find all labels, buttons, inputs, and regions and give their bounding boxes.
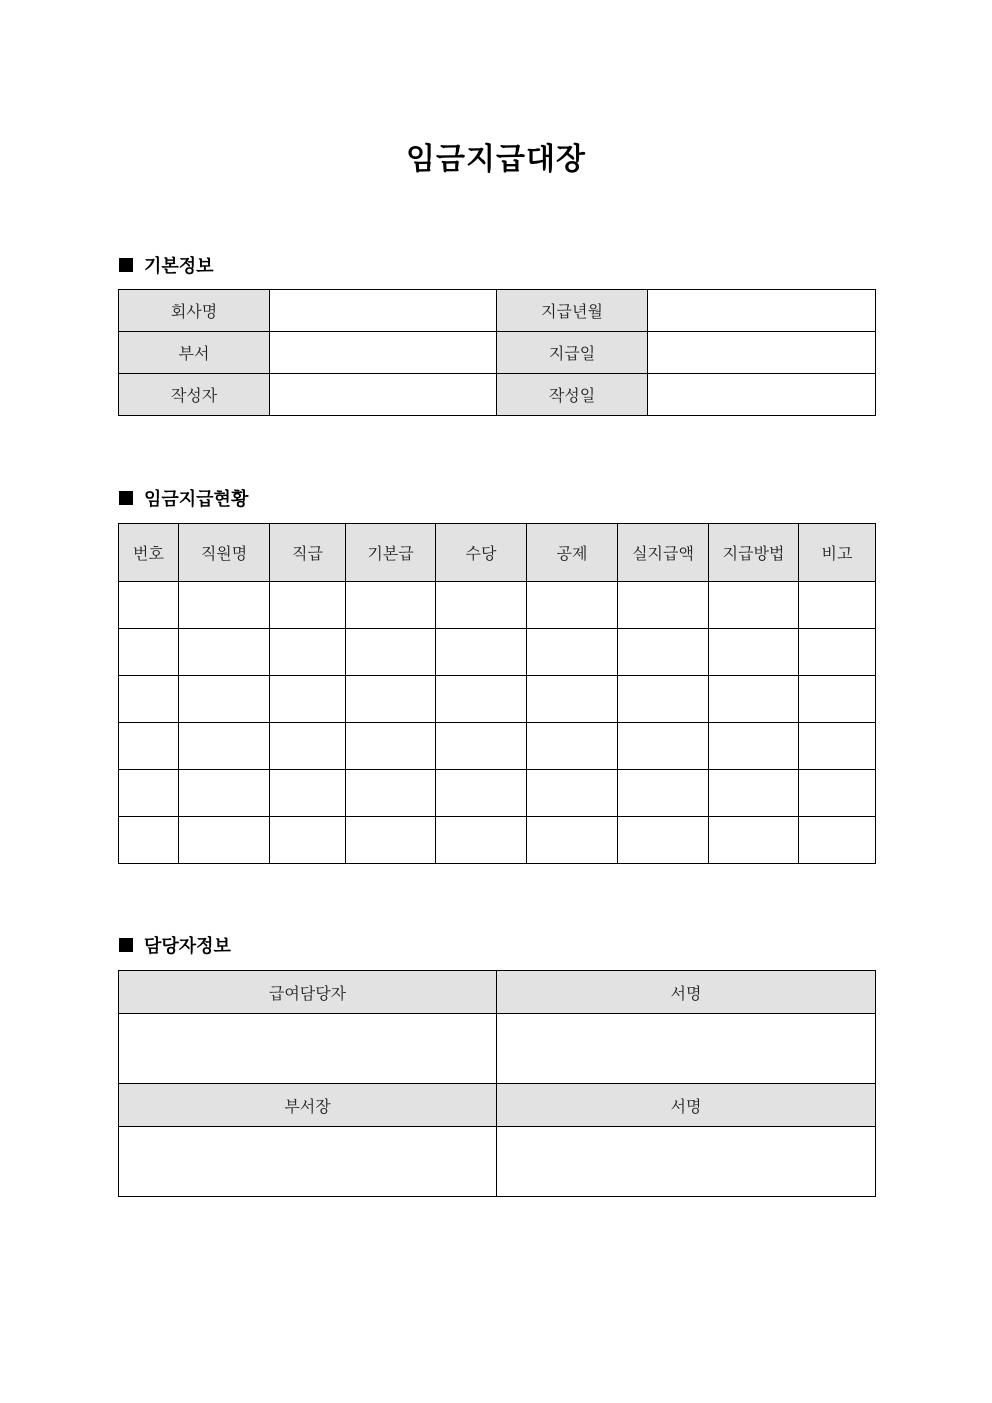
table-cell[interactable]	[436, 676, 527, 723]
table-cell[interactable]	[179, 629, 270, 676]
table-cell[interactable]	[119, 676, 179, 723]
table-cell[interactable]	[799, 629, 876, 676]
table-cell[interactable]	[799, 676, 876, 723]
section-title-staff: 담당자정보	[144, 936, 231, 957]
table-cell[interactable]	[270, 817, 346, 864]
table-cell[interactable]	[618, 629, 709, 676]
table-cell[interactable]	[119, 817, 179, 864]
staff-header-row	[119, 971, 876, 1014]
table-cell[interactable]	[346, 629, 436, 676]
written-date-field[interactable]	[648, 374, 876, 416]
square-bullet-icon	[119, 258, 133, 272]
label-payroll-manager: 급여담당자	[119, 971, 497, 1014]
table-cell[interactable]	[709, 582, 799, 629]
table-cell[interactable]	[346, 817, 436, 864]
table-cell[interactable]	[436, 629, 527, 676]
label-pay-month: 지급년월	[497, 290, 648, 332]
square-bullet-icon	[119, 938, 133, 952]
staff-entry-row	[119, 1127, 876, 1197]
column-header-number: 번호	[119, 524, 179, 582]
label-company-name: 회사명	[119, 290, 270, 332]
table-cell[interactable]	[179, 817, 270, 864]
company-name-field[interactable]	[270, 290, 497, 332]
table-cell[interactable]	[799, 817, 876, 864]
label-pay-date: 지급일	[497, 332, 648, 374]
table-cell[interactable]	[709, 770, 799, 817]
signature-field[interactable]	[497, 1014, 876, 1084]
basic-info-table	[118, 289, 876, 416]
section-title-payment: 임금지급현황	[144, 489, 249, 510]
table-row	[119, 676, 876, 723]
column-header-net-pay: 실지급액	[618, 524, 709, 582]
table-cell[interactable]	[527, 723, 618, 770]
table-row	[119, 723, 876, 770]
table-cell[interactable]	[527, 629, 618, 676]
table-cell[interactable]	[270, 723, 346, 770]
table-row	[119, 817, 876, 864]
column-header-employee-name: 직원명	[179, 524, 270, 582]
table-cell[interactable]	[618, 676, 709, 723]
label-department: 부서	[119, 332, 270, 374]
table-cell[interactable]	[436, 582, 527, 629]
table-cell[interactable]	[799, 770, 876, 817]
column-header-base-pay: 기본급	[346, 524, 436, 582]
table-cell[interactable]	[436, 723, 527, 770]
label-author: 작성자	[119, 374, 270, 416]
basic-info-row	[119, 290, 876, 332]
section-title-basic: 기본정보	[144, 256, 214, 277]
table-cell[interactable]	[527, 676, 618, 723]
table-cell[interactable]	[179, 676, 270, 723]
table-cell[interactable]	[346, 723, 436, 770]
basic-info-row	[119, 374, 876, 416]
section-heading-staff	[119, 933, 231, 957]
table-cell[interactable]	[119, 582, 179, 629]
staff-info-table	[118, 970, 876, 1197]
table-cell[interactable]	[436, 817, 527, 864]
label-written-date: 작성일	[497, 374, 648, 416]
table-cell[interactable]	[179, 582, 270, 629]
basic-info-row	[119, 332, 876, 374]
table-cell[interactable]	[179, 723, 270, 770]
table-cell[interactable]	[270, 582, 346, 629]
table-cell[interactable]	[618, 817, 709, 864]
table-cell[interactable]	[709, 723, 799, 770]
table-cell[interactable]	[618, 582, 709, 629]
column-header-remarks: 비고	[799, 524, 876, 582]
column-header-position: 직급	[270, 524, 346, 582]
table-cell[interactable]	[119, 629, 179, 676]
table-cell[interactable]	[799, 582, 876, 629]
table-cell[interactable]	[618, 723, 709, 770]
table-cell[interactable]	[346, 582, 436, 629]
table-cell[interactable]	[346, 676, 436, 723]
payment-header-row	[119, 524, 876, 582]
table-cell[interactable]	[270, 676, 346, 723]
author-field[interactable]	[270, 374, 497, 416]
staff-header-row	[119, 1084, 876, 1127]
pay-date-field[interactable]	[648, 332, 876, 374]
table-cell[interactable]	[799, 723, 876, 770]
table-cell[interactable]	[270, 629, 346, 676]
table-cell[interactable]	[527, 582, 618, 629]
label-department-head: 부서장	[119, 1084, 497, 1127]
label-signature: 서명	[497, 971, 876, 1014]
section-heading-basic	[119, 253, 214, 277]
table-cell[interactable]	[270, 770, 346, 817]
table-cell[interactable]	[346, 770, 436, 817]
staff-entry-row	[119, 1014, 876, 1084]
section-heading-payment	[119, 486, 248, 510]
label-signature: 서명	[497, 1084, 876, 1127]
table-cell[interactable]	[119, 723, 179, 770]
table-cell[interactable]	[527, 817, 618, 864]
department-head-field[interactable]	[119, 1127, 497, 1197]
department-field[interactable]	[270, 332, 497, 374]
signature-field[interactable]	[497, 1127, 876, 1197]
table-row	[119, 582, 876, 629]
table-cell[interactable]	[179, 770, 270, 817]
table-cell[interactable]	[709, 817, 799, 864]
column-header-deduction: 공제	[527, 524, 618, 582]
table-row	[119, 770, 876, 817]
table-cell[interactable]	[527, 770, 618, 817]
table-cell[interactable]	[618, 770, 709, 817]
pay-month-field[interactable]	[648, 290, 876, 332]
square-bullet-icon	[119, 491, 133, 505]
table-cell[interactable]	[119, 770, 179, 817]
page-title: 임금지급대장	[406, 142, 586, 177]
table-cell[interactable]	[709, 629, 799, 676]
column-header-pay-method: 지급방법	[709, 524, 799, 582]
payroll-manager-field[interactable]	[119, 1014, 497, 1084]
table-cell[interactable]	[436, 770, 527, 817]
table-cell[interactable]	[709, 676, 799, 723]
column-header-allowance: 수당	[436, 524, 527, 582]
payment-table	[118, 523, 876, 864]
table-row	[119, 629, 876, 676]
